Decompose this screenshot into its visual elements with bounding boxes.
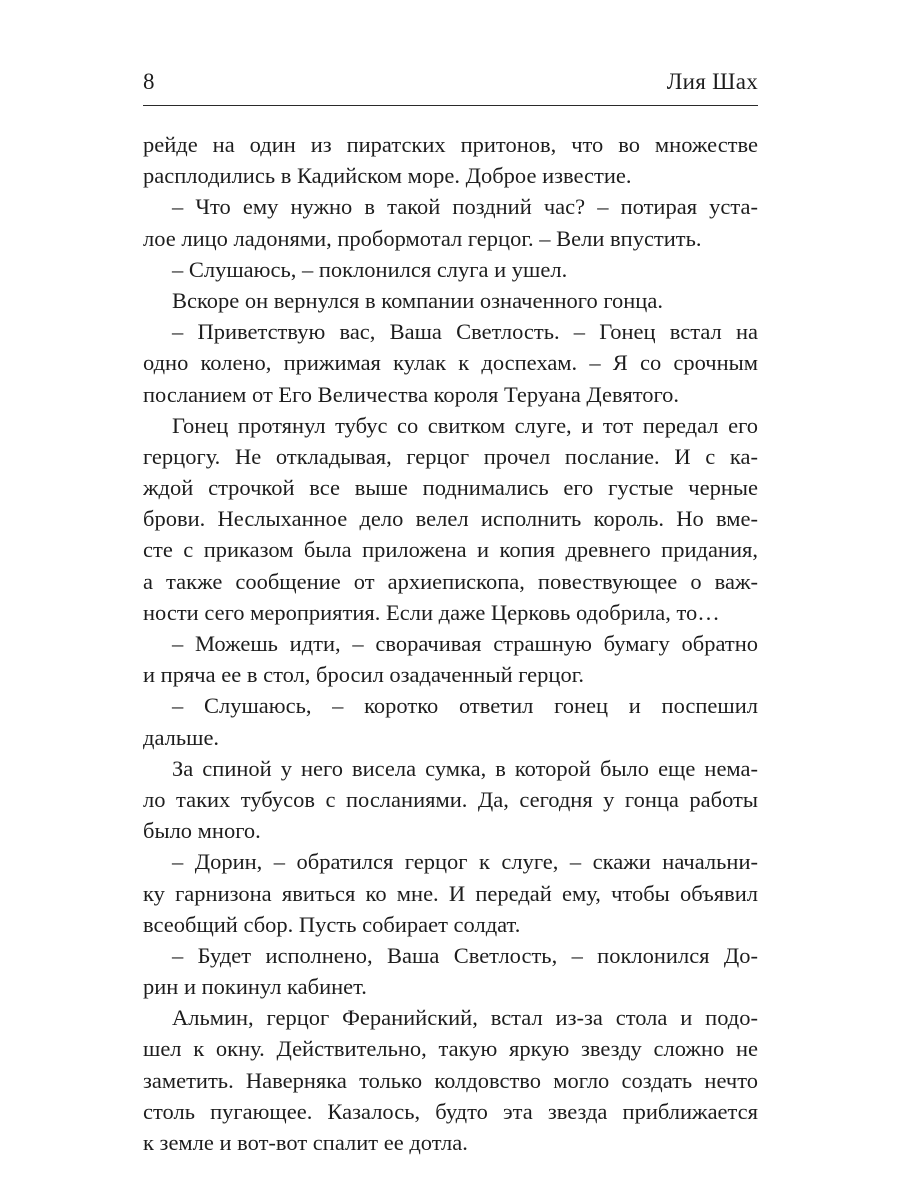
text-line: Гонец протянул тубус со свитком слуге, и тот передал его <box>172 412 758 438</box>
text-line: ждой строчкой все выше поднимались его густые черные <box>143 475 758 501</box>
text-line: дальше. <box>143 724 220 750</box>
text-line: столь пугающее. Казалось, будто эта звезда приближается <box>143 1098 758 1124</box>
text-line: – Можешь идти, – сворачивая страшную бумагу обратно <box>172 631 758 656</box>
header-divider <box>143 105 758 106</box>
text-line: к земле и вот-вот спалит ее дотла. <box>143 1130 468 1155</box>
text-line: одно колено, прижимая кулак к доспехам. – Я со срочным <box>143 350 758 376</box>
text-line: всеобщий сбор. Пусть собирает солдат. <box>143 911 521 937</box>
text-line: герцогу. Не откладывая, герцог прочел послание. И с ка- <box>143 443 758 469</box>
text-line: – Приветствую вас, Ваша Светлость. – Гонец встал на <box>172 319 758 345</box>
text-line: и пряча ее в стол, бросил озадаченный герцог. <box>143 662 585 688</box>
text-line: Вскоре он вернулся в компании означенного гонца. <box>172 287 663 313</box>
text-line: брови. Неслыханное дело велел исполнить король. Но вме- <box>143 506 758 532</box>
running-head-author: Лия Шах <box>666 69 758 94</box>
body-text <box>143 129 758 1158</box>
text-line: рейде на один из пиратских притонов, что во множестве <box>143 132 758 157</box>
page-header <box>143 66 758 98</box>
text-line: лое лицо ладонями, пробормотал герцог. – Вели впустить. <box>143 225 702 251</box>
text-line: сте с приказом была приложена и копия древнего придания, <box>143 537 758 563</box>
text-line: заметить. Наверняка только колдовство могло создать нечто <box>143 1067 758 1093</box>
text-line: рин и покинул кабинет. <box>143 974 367 1000</box>
text-line: Альмин, герцог Феранийский, встал из-за стола и подо- <box>172 1005 758 1031</box>
text-line: было много. <box>143 818 261 844</box>
text-line: ности сего мероприятия. Если даже Церковь одобрила, то… <box>143 599 720 625</box>
text-line: – Дорин, – обратился герцог к слуге, – скажи начальни- <box>172 849 758 875</box>
text-line: За спиной у него висела сумка, в которой было еще нема- <box>172 755 758 781</box>
text-line: шел к окну. Действительно, такую яркую звезду сложно не <box>143 1036 758 1062</box>
text-line: – Слушаюсь, – поклонился слуга и ушел. <box>172 256 568 282</box>
text-line: – Будет исполнено, Ваша Светлость, – поклонился До- <box>172 942 758 968</box>
text-line: – Слушаюсь, – коротко ответил гонец и поспешил <box>172 693 758 719</box>
page-number: 8 <box>143 69 155 94</box>
text-line: расплодились в Кадийском море. Доброе известие. <box>143 163 632 189</box>
text-line: ку гарнизона явиться ко мне. И передай ему, чтобы объявил <box>143 880 758 906</box>
text-line: – Что ему нужно в такой поздний час? – потирая уста- <box>172 194 758 220</box>
text-line: ло таких тубусов с посланиями. Да, сегодня у гонца работы <box>143 786 758 812</box>
text-line: посланием от Его Величества короля Теруана Девятого. <box>143 381 680 407</box>
text-line: а также сообщение от архиепископа, повествующее о важ- <box>143 568 758 594</box>
